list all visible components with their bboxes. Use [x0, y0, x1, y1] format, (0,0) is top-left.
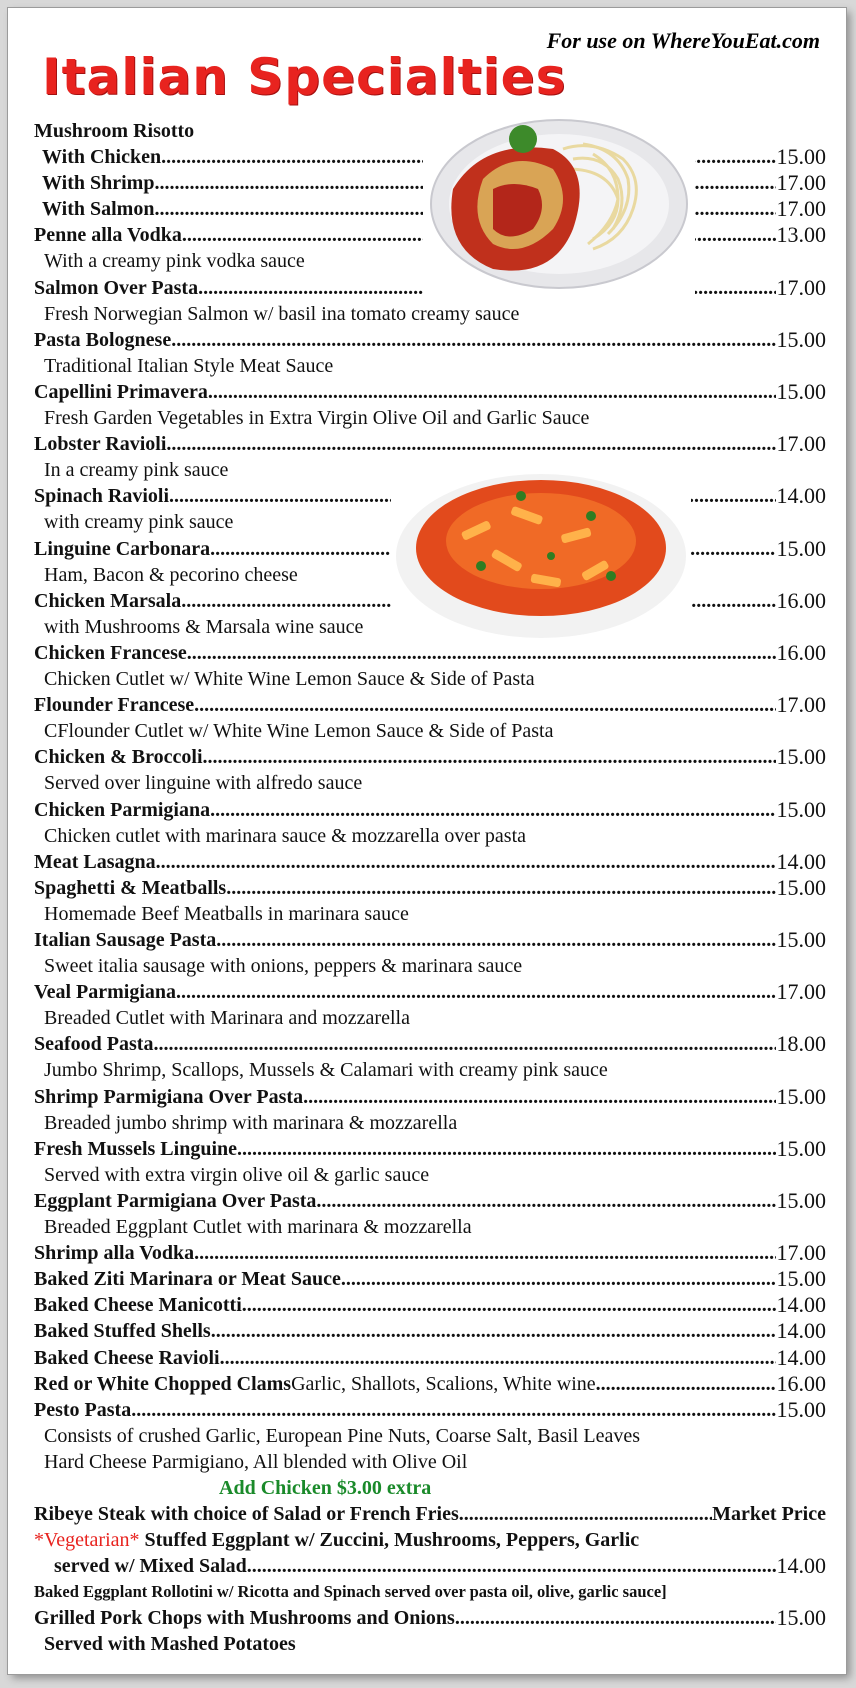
menu-item — [34, 1318, 826, 1344]
item-name: Chicken & Broccoli — [34, 746, 203, 769]
leader-dots — [156, 849, 776, 875]
menu-item — [34, 1083, 826, 1135]
leader-dots — [194, 1240, 775, 1266]
leader-dots — [341, 1266, 776, 1292]
item-name: Baked Cheese Manicotti — [34, 1294, 242, 1317]
item-name: Meat Lasagna — [34, 850, 156, 873]
menu-item — [34, 1031, 826, 1083]
menu-item — [34, 1344, 826, 1370]
leader-dots — [216, 927, 775, 953]
item-name: Chicken Francese — [34, 641, 187, 664]
item-name: With Chicken — [42, 146, 162, 169]
item-description: Chicken cutlet with marinara sauce & mozzarella over pasta — [44, 824, 527, 847]
menu-item — [34, 1371, 826, 1397]
menu-item-row — [34, 927, 826, 953]
menu-item-porkchops — [34, 1605, 826, 1631]
item-description: Breaded Cutlet with Marinara and mozzarella — [44, 1007, 410, 1030]
menu-item-row — [34, 979, 826, 1005]
leader-dots — [194, 692, 775, 718]
menu-item-row — [34, 1371, 826, 1397]
item-description: Served with extra virgin olive oil & garlic sauce — [44, 1163, 430, 1186]
item-price: 15.00 — [776, 379, 826, 405]
menu-list — [34, 118, 826, 1657]
item-name: Red or White Chopped Clams — [34, 1372, 292, 1395]
item-name: With Shrimp — [42, 172, 155, 195]
item-price: 15.00 — [776, 144, 826, 170]
menu-item-row — [34, 744, 826, 770]
item-description: Chicken Cutlet w/ White Wine Lemon Sauce & Side of Pasta — [44, 667, 535, 690]
item-name: Lobster Ravioli — [34, 433, 167, 456]
addon-note: Add Chicken $3.00 extra — [219, 1476, 432, 1499]
leader-dots — [187, 640, 776, 666]
item-price: 15.00 — [776, 1396, 826, 1422]
menu-item — [34, 927, 826, 979]
item-price: 15.00 — [776, 1266, 826, 1292]
item-price: 15.00 — [776, 874, 826, 900]
menu-item-row — [34, 849, 826, 875]
menu-item-row — [34, 379, 826, 405]
menu-item-row — [34, 1266, 826, 1292]
item-description: Consists of crushed Garlic, European Pine Nuts, Coarse Salt, Basil Leaves — [44, 1424, 640, 1447]
menu-item-row — [34, 796, 826, 822]
item-price: 15.00 — [776, 796, 826, 822]
item-description: Breaded jumbo shrimp with marinara & mozzarella — [44, 1111, 458, 1134]
item-description: Served with Mashed Potatoes — [44, 1633, 296, 1656]
item-description: Hard Cheese Parmigiano, All blended with Olive Oil — [44, 1450, 468, 1473]
item-price: 17.00 — [776, 979, 826, 1005]
item-name: Shrimp Parmigiana Over Pasta — [34, 1085, 304, 1108]
menu-item-row — [34, 1318, 826, 1344]
leader-dots — [459, 1501, 712, 1527]
item-price: 15.00 — [776, 326, 826, 352]
item-description: Sweet italia sausage with onions, peppers & marinara sauce — [44, 955, 523, 977]
menu-item — [34, 327, 826, 379]
item-price: 14.00 — [776, 1344, 826, 1370]
item-name: Salmon Over Pasta — [34, 276, 199, 299]
leader-dots — [208, 379, 776, 405]
item-name: Capellini Primavera — [34, 381, 208, 404]
menu-item — [34, 1136, 826, 1188]
item-description: Fresh Norwegian Salmon w/ basil ina tomato creamy sauce — [44, 302, 520, 325]
item-price: 16.00 — [776, 587, 826, 613]
menu-item — [34, 796, 826, 848]
item-name: Pasta Bolognese — [34, 328, 172, 351]
item-description: Homemade Beef Meatballs in marinara sauce — [44, 902, 409, 925]
menu-item-row — [34, 1292, 826, 1318]
item-price: 18.00 — [776, 1031, 826, 1057]
menu-item — [34, 1240, 826, 1266]
menu-item — [34, 1266, 826, 1292]
menu-item-row — [34, 692, 826, 718]
menu-item-row — [34, 327, 826, 353]
item-price: 17.00 — [776, 196, 826, 222]
leader-dots — [303, 1084, 775, 1110]
leader-dots — [203, 744, 776, 770]
menu-item-ribeye — [34, 1501, 826, 1527]
item-description: Jumbo Shrimp, Scallops, Mussels & Calamari with creamy pink sauce — [44, 1059, 608, 1082]
item-name: Spinach Ravioli — [34, 485, 170, 508]
menu-item — [34, 640, 826, 692]
item-description: With a creamy pink vodka sauce — [44, 250, 305, 273]
item-price: 16.00 — [776, 639, 826, 665]
menu-item-row — [34, 1240, 826, 1266]
item-name: Fresh Mussels Linguine — [34, 1137, 237, 1160]
item-price: 14.00 — [776, 1318, 826, 1344]
menu-item — [34, 744, 826, 796]
vegetarian-tag: *Vegetarian* — [34, 1529, 140, 1552]
leader-dots — [176, 979, 775, 1005]
item-description: Ham, Bacon & pecorino cheese — [44, 563, 298, 586]
item-name: Chicken Marsala — [34, 589, 182, 612]
item-name: With Salmon — [42, 198, 155, 221]
item-name: Spaghetti & Meatballs — [34, 876, 227, 899]
item-name: Chicken Parmigiana — [34, 798, 211, 821]
item-description: with creamy pink sauce — [44, 511, 234, 534]
item-name: Shrimp alla Vodka — [34, 1242, 195, 1265]
item-name: Penne alla Vodka — [34, 224, 182, 247]
leader-dots — [596, 1371, 776, 1397]
menu-item-vegetarian — [34, 1527, 826, 1553]
menu-item — [34, 1188, 826, 1240]
menu-item — [34, 979, 826, 1031]
item-name: Baked Cheese Ravioli — [34, 1346, 220, 1369]
item-price: 15.00 — [776, 744, 826, 770]
menu-item — [34, 692, 826, 744]
item-description: Fresh Garden Vegetables in Extra Virgin Olive Oil and Garlic Sauce — [44, 407, 590, 430]
item-name: Eggplant Parmigiana Over Pasta — [34, 1189, 317, 1212]
item-name: served w/ Mixed Salad — [54, 1555, 247, 1578]
leader-dots — [171, 327, 775, 353]
menu-item-row — [34, 1083, 826, 1109]
item-name: Pesto Pasta — [34, 1398, 132, 1421]
item-price: 15.00 — [776, 1135, 826, 1161]
leader-dots — [247, 1553, 776, 1579]
leader-dots — [131, 1397, 775, 1423]
item-price: 14.00 — [776, 483, 826, 509]
menu-item-row — [34, 1188, 826, 1214]
item-name: Baked Ziti Marinara or Meat Sauce — [34, 1268, 341, 1291]
item-description: with Mushrooms & Marsala wine sauce — [44, 615, 364, 638]
item-price: 15.00 — [776, 1083, 826, 1109]
item-name: Linguine Carbonara — [34, 537, 211, 560]
menu-item-row — [34, 431, 826, 457]
menu-page — [8, 8, 846, 1674]
item-price: 15.00 — [776, 927, 826, 952]
item-description: In a creamy pink sauce — [44, 459, 229, 482]
item-name: Stuffed Eggplant w/ Zuccini, Mushrooms, Peppers, Garlic — [139, 1529, 640, 1552]
item-price: 14.00 — [776, 848, 826, 874]
item-description: Breaded Eggplant Cutlet with marinara & mozzarella — [44, 1215, 472, 1238]
penne-vodka-photo — [391, 456, 691, 642]
item-name: Seafood Pasta — [34, 1033, 154, 1056]
item-price: Market Price — [712, 1502, 826, 1525]
menu-item — [34, 875, 826, 927]
item-description: Served over linguine with alfredo sauce — [44, 772, 363, 795]
item-name: Italian Sausage Pasta — [34, 929, 217, 951]
chicken-parmigiana-photo — [423, 109, 695, 295]
menu-item-row — [34, 1136, 826, 1162]
leader-dots — [242, 1292, 776, 1318]
leader-dots — [226, 875, 775, 901]
menu-item — [34, 849, 826, 875]
item-description: Traditional Italian Style Meat Sauce — [44, 354, 334, 377]
leader-dots — [455, 1605, 776, 1631]
item-price: 15.00 — [776, 1187, 826, 1213]
menu-item-row — [34, 1031, 826, 1057]
menu-item-rollotini: Baked Eggplant Rollotini w/ Ricotta and Spinach served over pasta oil, olive, garlic sauce] — [34, 1582, 667, 1602]
leader-dots — [210, 797, 775, 823]
item-price: 14.00 — [776, 1292, 826, 1318]
menu-item-row — [34, 640, 826, 666]
menu-item-row — [34, 1344, 826, 1370]
item-price: 17.00 — [776, 170, 826, 196]
leader-dots — [166, 431, 775, 457]
leader-dots — [211, 1318, 776, 1344]
item-name: Flounder Francese — [34, 694, 195, 717]
item-name: Baked Stuffed Shells — [34, 1320, 211, 1343]
item-price: 15.00 — [776, 1605, 826, 1631]
item-price: 17.00 — [776, 1240, 826, 1266]
watermark: For use on WhereYouEat.com — [546, 28, 820, 53]
item-name: Mushroom Risotto — [34, 120, 195, 143]
page-title: Italian Specialties — [42, 48, 567, 106]
item-extra: Garlic, Shallots, Scalions, White wine — [291, 1372, 596, 1395]
menu-item — [34, 1397, 826, 1475]
menu-item-row — [34, 875, 826, 901]
leader-dots — [237, 1136, 776, 1162]
item-description: CFlounder Cutlet w/ White Wine Lemon Sauce & Side of Pasta — [44, 720, 554, 743]
menu-item-vegetarian-line2 — [34, 1553, 826, 1579]
item-price: 17.00 — [776, 431, 826, 457]
item-price: 13.00 — [776, 222, 826, 248]
menu-item-row — [34, 1397, 826, 1423]
menu-item — [34, 1292, 826, 1318]
item-price: 15.00 — [776, 535, 826, 561]
item-name: Ribeye Steak with choice of Salad or French Fries — [34, 1502, 459, 1525]
menu-item — [34, 379, 826, 431]
leader-dots — [153, 1031, 775, 1057]
item-name: Grilled Pork Chops with Mushrooms and Onions — [34, 1607, 455, 1630]
item-price: 17.00 — [776, 692, 826, 718]
leader-dots — [316, 1188, 775, 1214]
item-name: Veal Parmigiana — [34, 981, 177, 1004]
item-price: 16.00 — [776, 1370, 826, 1396]
leader-dots — [220, 1345, 776, 1371]
item-price: 14.00 — [776, 1553, 826, 1579]
item-price: 17.00 — [776, 274, 826, 300]
